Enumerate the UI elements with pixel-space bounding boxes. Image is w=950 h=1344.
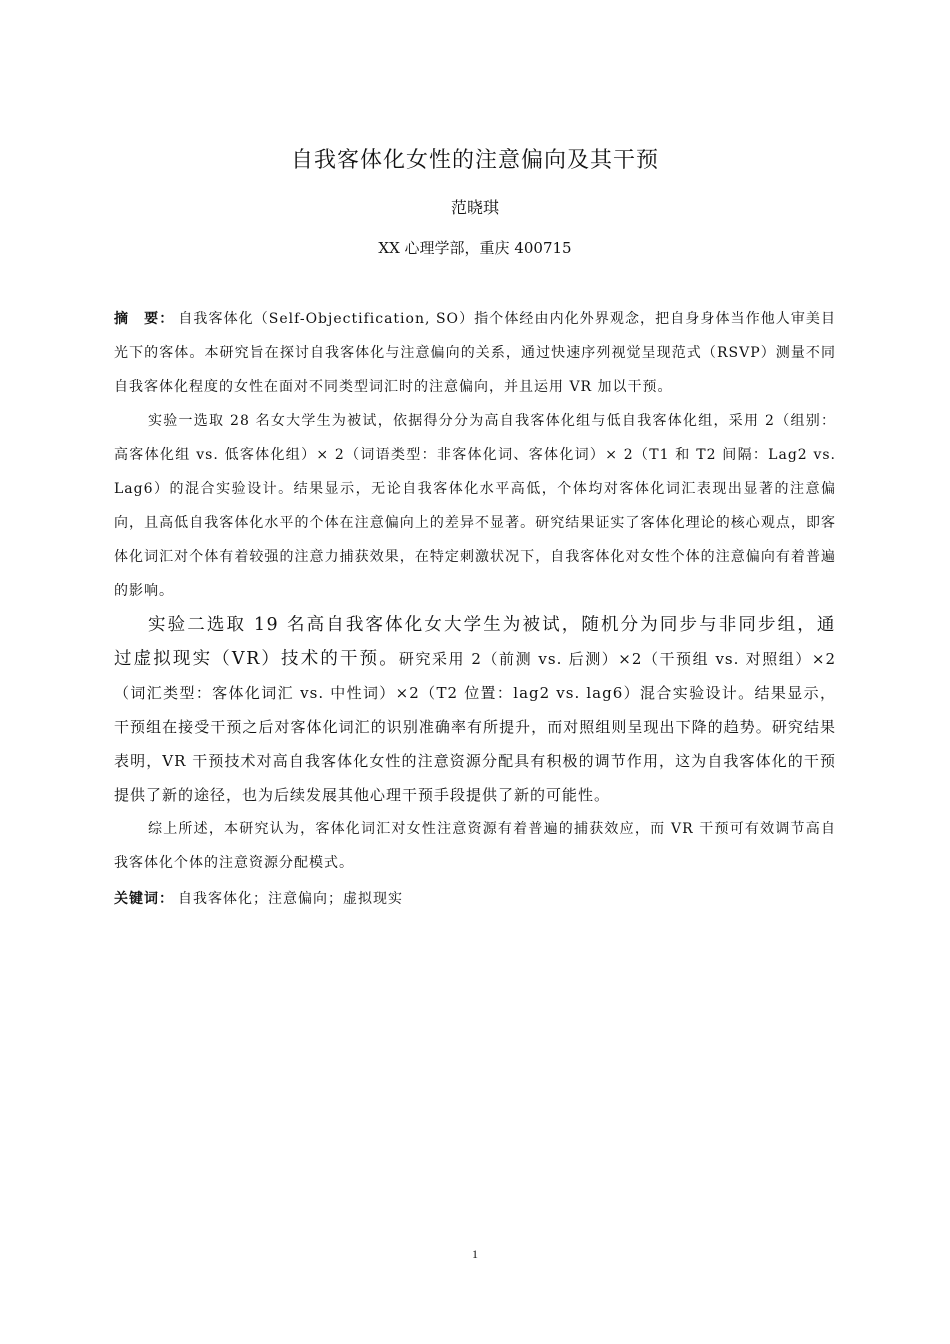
abstract-text-1: 自我客体化（Self-Objectification, SO）指个体经由内化外界观念，把自身身体当作他人审美目光下的客体。本研究旨在探讨自我客体化与注意偏向的关系，通过快速序列视觉呈现范式（RSVP）测量不同自我客体化程度的女性在面对不同类型词汇时的注意偏向，并且运用 VR 加以干预。: [114, 311, 837, 395]
abstract-paragraph-1: [114, 302, 836, 404]
keywords-label: 关键词：: [114, 891, 174, 907]
keywords-text: 自我客体化；注意偏向；虚拟现实: [178, 891, 403, 907]
abstract-paragraph-4: 综上所述，本研究认为，客体化词汇对女性注意资源有着普遍的捕获效应，而 VR 干预可有效调节高自我客体化个体的注意资源分配模式。: [114, 821, 836, 871]
paper-title: 自我客体化女性的注意偏向及其干预: [290, 148, 659, 173]
author-name: 范晓琪: [450, 198, 499, 217]
abstract-label: 摘 要：: [114, 311, 175, 327]
abstract-text-3-rest: 研究采用 2（前测 vs. 后测）×2（干预组 vs. 对照组）×2（词汇类型：客体化词汇 vs. 中性词）×2（T2 位置：lag2 vs. lag6）混合实验设计。结果显示，干预组在接受干预之后对客体化词汇的识别准确率有所提升，而对照组则呈现出下降的趋势。研究结果表明，VR 干预技术对高自我客体化女性的注意资源分配具有积极的调节作用，这为自我客体化的干预提供了新的途径，也为后续发展其他心理干预手段提供了新的可能性。: [114, 650, 836, 804]
abstract-text-3-lead: 实验二选取 19 名高自我客体化女大学生为被试，随机分为同步与非同步组，通过虚拟现实（VR）技术的干预。: [114, 615, 836, 669]
abstract-section: [114, 302, 836, 916]
abstract-paragraph-2: 实验一选取 28 名女大学生为被试，依据得分分为高自我客体化组与低自我客体化组，采用 2（组别：高客体化组 vs. 低客体化组）× 2（词语类型：非客体化词、客体化词）× 2（T1 和 T2 间隔：Lag2 vs. Lag6）的混合实验设计。结果显示，无论自我客体化水平高低，个体均对客体化词汇表现出显著的注意偏向，且高低自我客体化水平的个体在注意偏向上的差异不显著。研究结果证实了客体化理论的核心观点，即客体化词汇对个体有着较强的注意力捕获效果，在特定刺激状况下，自我客体化对女性个体的注意偏向有着普遍的影响。: [114, 413, 836, 599]
abstract-paragraph-3: [114, 608, 836, 812]
affiliation: XX 心理学部，重庆 400715: [378, 239, 572, 257]
page-number: 1: [472, 1247, 478, 1261]
keywords-line: [114, 882, 836, 916]
